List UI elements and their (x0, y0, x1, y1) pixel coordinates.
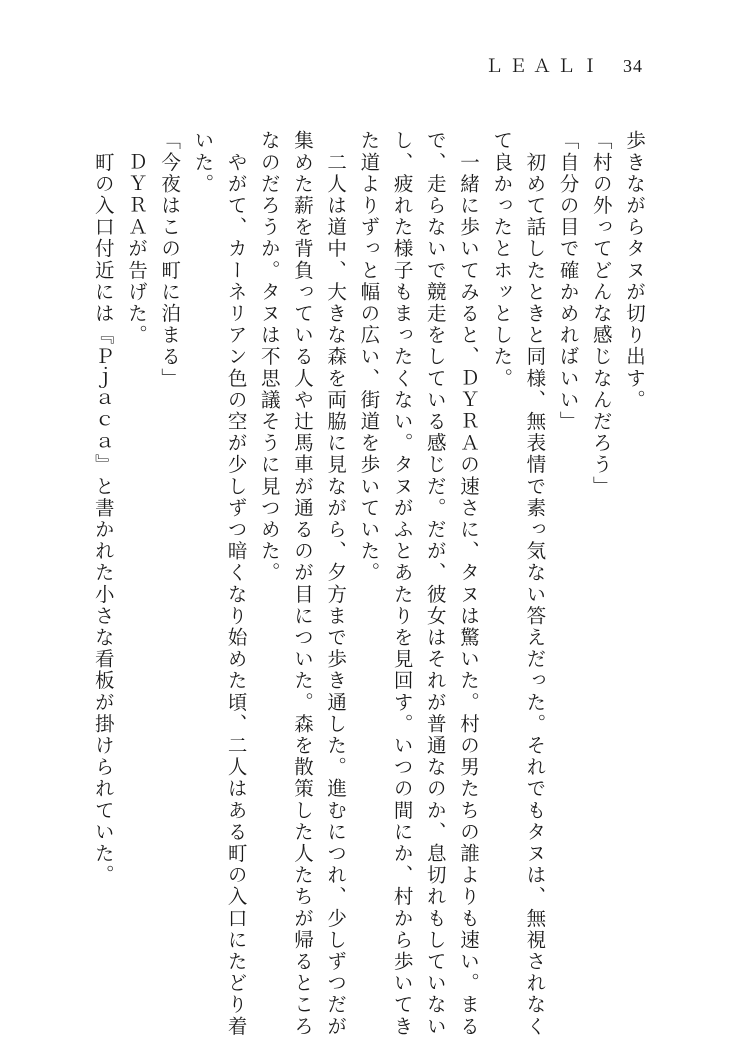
text-line: て良かったとホッとした。 (490, 130, 514, 390)
text-line: 集めた薪を背負っている人や辻馬車が通るのが目についた。森を散策した人たちが帰るところ (290, 130, 314, 1037)
text-line: し、疲れた様子もまったくない。タヌがふとあたりを見回す。いつの間にか、村から歩いてき (390, 130, 414, 1037)
running-header (485, 52, 643, 78)
text-line: 「自分の目で確かめればいい」 (556, 130, 580, 433)
text-line: 町の入口付近には『Ｐｊａｃａ』と書かれた小さな看板が掛けられていた。 (91, 130, 115, 886)
page-number: 34 (623, 56, 643, 76)
text-line: なのだろうか。タヌは不思議そうに見つめた。 (257, 130, 281, 584)
book-title: ＬＥＡＬＩ (485, 56, 605, 76)
vertical-text-body (91, 130, 651, 1037)
text-line: 歩きながらタヌが切り出す。 (623, 130, 646, 411)
text-line: いた。 (191, 130, 215, 195)
text-line: やがて、カーネリアン色の空が少しずつ暗くなり始めた頃、二人はある町の入口にたどり着 (224, 130, 248, 1037)
text-line: 二人は道中、大きな森を両脇に見ながら、夕方まで歩き通した。進むにつれ、少しずつだが (324, 130, 348, 1037)
text-line: 「村の外ってどんな感じなんだろう」 (589, 130, 613, 498)
text-line: 「今夜はこの町に泊まる」 (158, 130, 182, 390)
text-line: で、走らないで競走をしている感じだ。だが、彼女はそれが普通なのか、息切れもしていない (423, 130, 447, 1037)
text-line: 一緒に歩いてみると、ＤＹＲＡの速さに、タヌは驚いた。村の男たちの誰よりも速い。まる (456, 130, 480, 1037)
text-line: ＤＹＲＡが告げた。 (124, 130, 148, 346)
text-line: 初めて話したときと同様、無表情で素っ気ない答えだった。それでもタヌは、無視されなく (523, 130, 547, 1037)
text-line: た道よりずっと幅の広い、街道を歩いていた。 (357, 130, 381, 584)
